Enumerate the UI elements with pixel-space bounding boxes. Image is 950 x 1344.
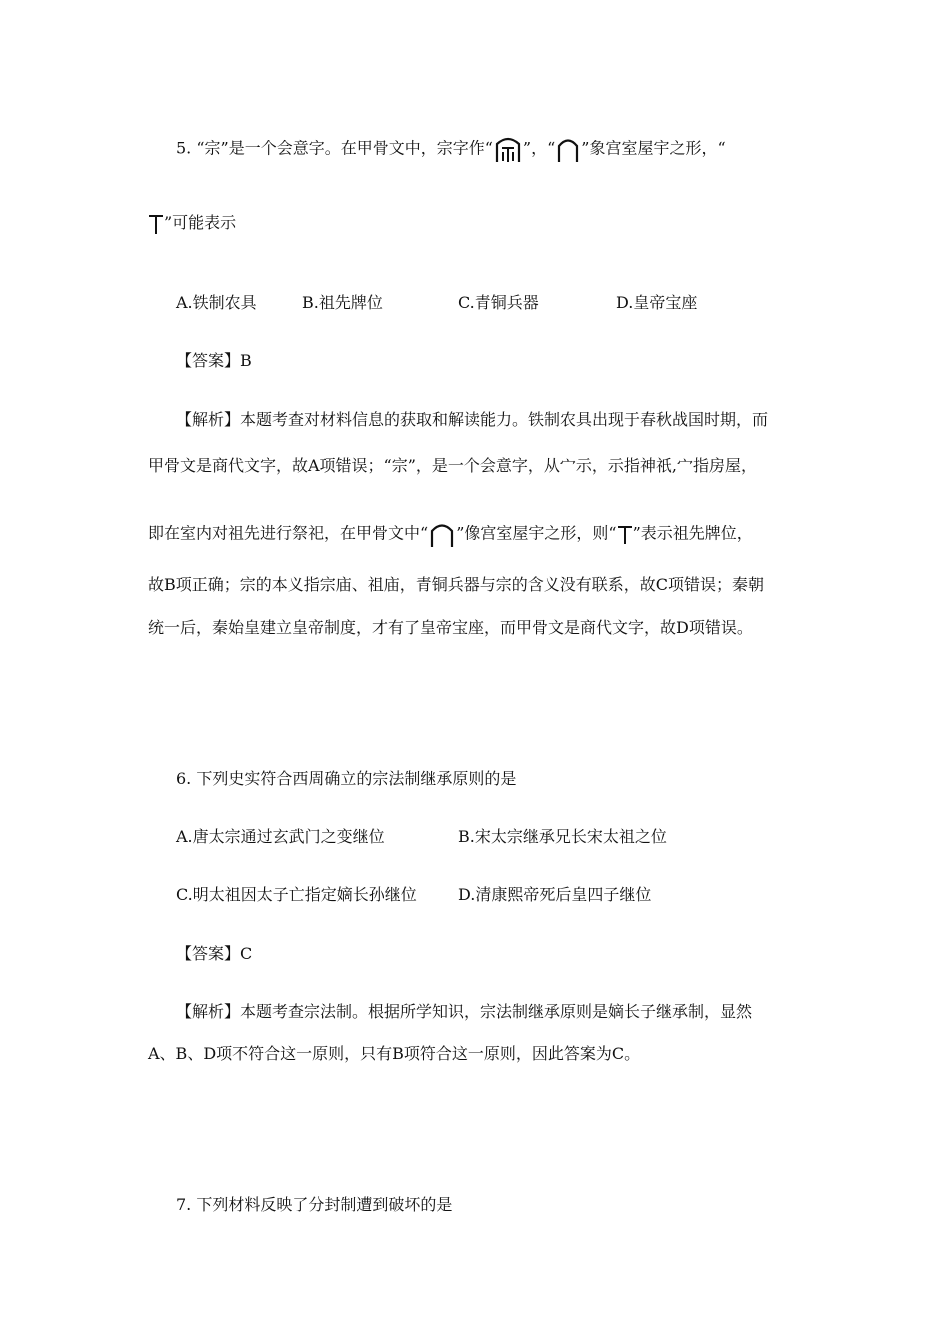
- q6-analysis-line1: 【解析】本题考查宗法制。根据所学知识，宗法制继承原则是嫡长子继承制，显然: [176, 1002, 753, 1021]
- q7-stem: 7. 下列材料反映了分封制遭到破坏的是: [176, 1195, 453, 1214]
- q5-analysis-line5: 统一后，秦始皇建立皇帝制度，才有了皇帝宝座，而甲骨文是商代文字，故D项错误。: [148, 618, 753, 637]
- q5-analysis-part3b: ”像宫室屋宇之形，则“: [456, 523, 617, 543]
- q6-option-b: B.宋太宗继承兄长宋太祖之位: [458, 827, 667, 846]
- q5-analysis-line1: 【解析】本题考查对材料信息的获取和解读能力。铁制农具出现于春秋战国时期，而: [176, 410, 769, 429]
- q5-stem-part4: ”可能表示: [164, 213, 237, 232]
- q6-analysis-line2: A、B、D项不符合这一原则，只有B项符合这一原则，因此答案为C。: [148, 1044, 641, 1063]
- q6-stem: 6. 下列史实符合西周确立的宗法制继承原则的是: [176, 769, 517, 788]
- oracle-shi-icon: [148, 213, 164, 235]
- q5-analysis-line4: 故B项正确；宗的本义指宗庙、祖庙，青铜兵器与宗的含义没有联系，故C项错误；秦朝: [148, 575, 765, 594]
- q5-analysis-part3a: 即在室内对祖先进行祭祀，在甲骨文中“: [148, 523, 429, 543]
- q6-answer: 【答案】C: [176, 944, 253, 963]
- q5-stem-line1: [176, 134, 726, 164]
- q6-option-d: D.清康熙帝死后皇四子继位: [458, 885, 652, 904]
- q6-option-c: C.明太祖因太子亡指定嫡长孙继位: [176, 885, 417, 904]
- q5-stem-part1: 5. “宗”是一个会意字。在甲骨文中，宗字作“: [176, 138, 493, 158]
- oracle-roof-icon: [428, 519, 456, 549]
- q6-option-a: A.唐太宗通过玄武门之变继位: [176, 827, 385, 846]
- oracle-roof-icon: [555, 134, 581, 164]
- q5-analysis-line3: [148, 519, 753, 549]
- q5-analysis-line2: 甲骨文是商代文字，故A项错误；“宗”，是一个会意字，从宀示，示指神祇,宀指房屋，: [148, 456, 758, 475]
- q5-stem-part2: ”，“: [522, 138, 556, 158]
- oracle-zong-icon: [493, 134, 523, 164]
- q5-answer: 【答案】B: [176, 351, 252, 370]
- oracle-shi-icon: [617, 523, 633, 545]
- q5-option-a: A.铁制农具: [176, 293, 257, 312]
- q5-stem-line2: [148, 212, 236, 235]
- q5-option-b: B.祖先牌位: [302, 293, 383, 312]
- q5-option-c: C.青铜兵器: [458, 293, 539, 312]
- q5-option-d: D.皇帝宝座: [616, 293, 698, 312]
- q5-analysis-part3c: ”表示祖先牌位，: [632, 523, 753, 543]
- q5-stem-part3: ”象宫室屋宇之形，“: [581, 138, 726, 158]
